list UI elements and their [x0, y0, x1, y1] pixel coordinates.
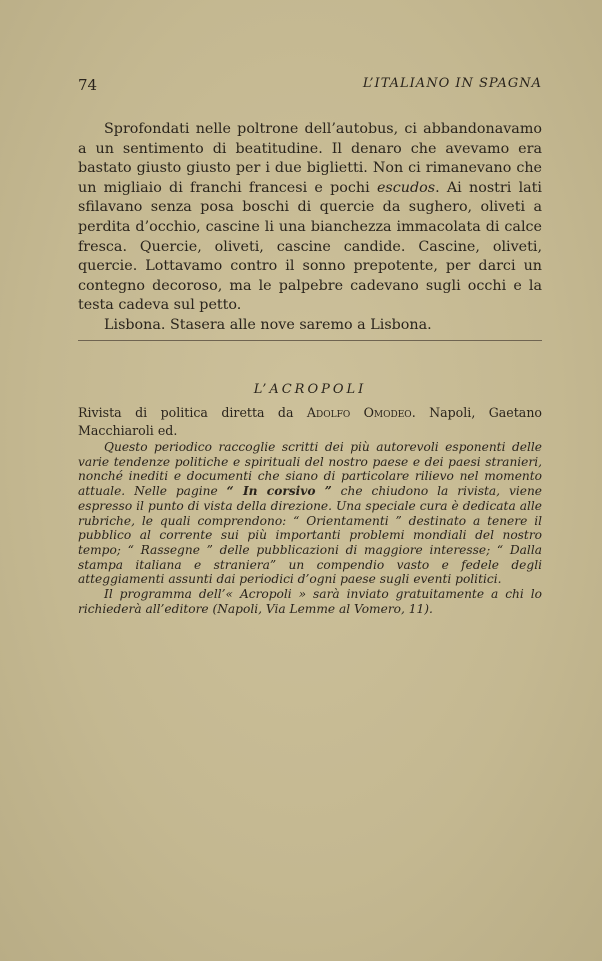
in-corsivo-label: “ In corsivo ” [226, 484, 332, 499]
escudos-word: escudos [376, 179, 436, 196]
advert-title: L’ACROPOLI [253, 382, 367, 397]
body-paragraph-1 [78, 120, 542, 316]
editor-name: Adolfo Omodeo [306, 405, 412, 420]
page-number: 74 [78, 76, 98, 94]
advert-paragraph-2-part-a: Il programma dell’« Acropoli » sarà inviato gratuitamente a chi lo richiederà all’editore ( [78, 587, 542, 616]
body-text [78, 120, 542, 336]
section-divider [78, 340, 542, 341]
advert-body [78, 440, 542, 616]
advert-subtitle-part-b: . Napoli, Gaetano Macchiaroli ed. [78, 405, 543, 438]
advert-paragraph-1-part-c: che chiudono la rivista, viene espresso il punto di vista della direzione. Una speciale cura è dedicata alle rubriche, le quali comprendono: “ Orientamenti ” destinato a tenere il pubblico al corrente sui più importanti problemi mondiali del nostro tempo; “ Rassegne ” delle pubblicazioni di maggiore interesse; “ Dalla stampa italiana e straniera” un compendio vasto e fedele degli atteggiamenti assunti dai periodici d’ogni paese sugli eventi politici. [78, 484, 543, 587]
advert-paragraph-1-part-a: Questo periodico raccoglie scritti dei più autorevoli esponenti delle varie tendenze politiche e spirituali del nostro paese e dei paesi stranieri, nonché inediti e documenti che siano di particolare rilievo nel momento attuale. Nelle pagine [78, 440, 542, 499]
body-paragraph-1-part-b: . Ai nostri lati sfilavano senza posa boschi di quercie da sughero, oliveti a perdita d’occhio, cascine li una bianchezza immacolata di calce fresca. Quercie, oliveti, cascine candide. Cascine, oliveti, quercie. Lottavamo contro il sonno prepotente, per darci un contegno decoroso, ma le palpebre cadevano sugli occhi e la testa cadeva sul petto. [78, 179, 542, 314]
advert-subtitle [78, 404, 542, 440]
advert-subtitle-part-a: Rivista di politica diretta da [78, 405, 307, 420]
publisher-address: Napoli, Via Lemme al Vomero [217, 601, 401, 616]
running-head: L’ITALIANO IN SPAGNA [362, 76, 542, 91]
body-paragraph-1-part-a: Sprofondati nelle poltrone dell’autobus, ci abbandonavamo a un sentimento di beatitudine. Il denaro che avevamo era bastato giusto giusto per i due biglietti. Non ci rimanevano che un migliaio di franchi francesi e pochi [78, 121, 542, 196]
advert-paragraph-2-part-c: , 11). [400, 601, 433, 616]
page-header [78, 76, 542, 96]
body-paragraph-2: Lisbona. Stasera alle nove saremo a Lisbona. [104, 316, 432, 333]
advert-paragraph-2 [78, 587, 542, 616]
advert-paragraph-1 [78, 440, 542, 587]
